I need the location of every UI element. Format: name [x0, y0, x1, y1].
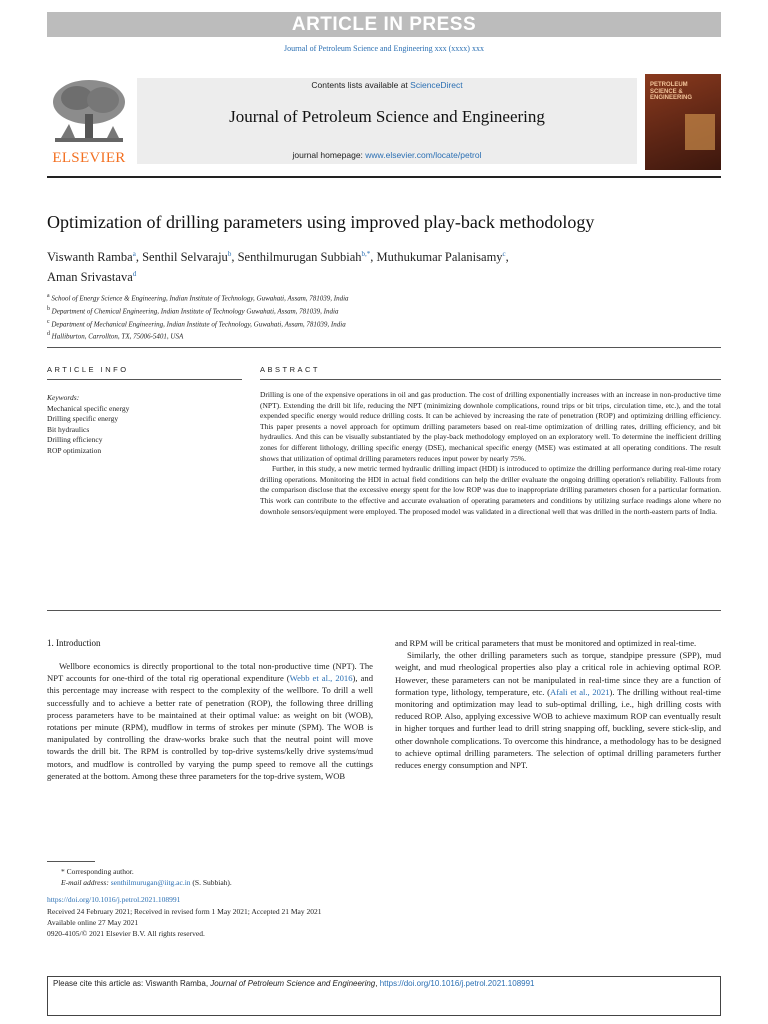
contents-availability [137, 80, 637, 90]
citation-link[interactable]: Webb et al., 2016 [289, 673, 353, 684]
author-name: Senthil Selvaraju [142, 250, 228, 265]
article-in-press-banner: ARTICLE IN PRESS [47, 12, 721, 37]
affiliation [47, 329, 667, 342]
affiliation-text: Halliburton, Carrollton, TX, 75006-5401, USA [51, 332, 184, 341]
author[interactable] [47, 270, 136, 284]
running-head[interactable]: Journal of Petroleum Science and Engineering xxx (xxxx) xxx [284, 44, 484, 53]
footnote-rule [47, 861, 95, 862]
abstract-body [260, 390, 721, 517]
article-title: Optimization of drilling parameters using improved play-back methodology [47, 212, 595, 232]
elsevier-wordmark: ELSEVIER [52, 150, 126, 166]
keywords-block [47, 393, 237, 456]
tree-icon [47, 74, 131, 150]
author[interactable] [47, 250, 136, 264]
affiliation [47, 291, 667, 304]
affiliation-mark: b [47, 305, 50, 312]
masthead-rule [47, 176, 721, 178]
homepage-link[interactable]: www.elsevier.com/locate/petrol [365, 150, 482, 160]
author-separator: , [231, 250, 238, 265]
cover-graphic [685, 114, 715, 150]
author[interactable] [142, 250, 231, 264]
affiliation-list [47, 291, 667, 342]
abstract-rule [260, 379, 721, 380]
email-link[interactable]: senthilmurugan@iitg.ac.in [110, 878, 191, 888]
journal-title: Journal of Petroleum Science and Engineering [229, 107, 545, 126]
author-name: Aman Srivastava [47, 270, 133, 285]
contents-prefix: Contents lists available at [311, 80, 411, 90]
affiliation-text: Department of Chemical Engineering, Indian Institute of Technology Guwahati, Assam, 781039, India [51, 307, 339, 316]
body-text: ), and this percentage may increase with respect to the complexity of the wellbore. To drill a well successfully and to achieve a better rate of penetration (ROP), the following three drilling process parameters have to be maintained at their optimal value: as weight on bit (WOB), rotations per minute (RPM), mudflow in terms of strokes per minute (SPM). The WOB is manipulated by controlling the draw-works brake such that the neutral point will move towards the drill bit. The RPM is controlled by top-drive systems/kelly drive systems/mud motors, and mudflow is controlled by varying the pump speed to remove all the cuttings generated at the bottom. Among these three parameters for the top-drive system, WOB [47, 673, 373, 781]
doi-link[interactable]: https://doi.org/10.1016/j.petrol.2021.108991 [47, 895, 181, 905]
journal-cover-thumbnail[interactable] [645, 74, 721, 170]
author-separator: , [135, 250, 143, 265]
author[interactable] [238, 250, 371, 264]
corresponding-author-note: * Corresponding author. [61, 867, 134, 876]
body-text: ). The drilling without real-time monitoring and optimization may lead to sub-optimal drilling, i.e., high drilling costs with reduced ROP. Also, applying excessive WOB to achieve maximum ROP can eventually result in higher torques and further lead to drill string snapping off, buckling, severe stick-slip, and other downhole complications. To overcome this hindrance, a methodology has to be designed to achieve optimal drilling parameters. The selection of optimal drilling parameters further reduces energy consumption and NPT. [395, 686, 721, 771]
affiliation [47, 317, 667, 330]
affiliation-rule [47, 347, 721, 348]
abstract-paragraph: Drilling is one of the expensive operations in oil and gas production. The cost of drilling exponentially increases with an increase in non-productive time (NPT). Extending the drill bit life, reducing the NPT (minimizing downhole complications, round trips or bit trips, circulation time, etc.), and the total expended specific energy would reduce drilling costs. It can be achieved by increasing the rate of penetration (ROP) and optimizing drilling efficiency. This paper presents a novel approach for optimum drilling parameters based on real-time optimization of drilling rates, drilling efficiency, and bit hydraulics. And this can be visually substantiated by the play-back methodology employed on an exploratory well. To determine the inefficient drilling zones for different lithology, drilling specific energy (DSE), mechanical specific energy (MSE) was estimated at all operating conditions. The result shows that utilization of optimal drilling parameters reduces input power by nearly 75%. [260, 390, 721, 463]
body-paragraph: and RPM will be critical parameters that must be monitored and optimized in real-time. [395, 638, 697, 648]
available-online: Available online 27 May 2021 [47, 917, 139, 927]
article-info-label: ARTICLE INFO [47, 365, 129, 374]
abstract-end-rule [47, 610, 721, 611]
cite-prefix: Please cite this article as: Viswanth Ramba, [53, 979, 211, 988]
affiliation-mark: a [47, 293, 50, 299]
body-paragraph [395, 649, 721, 771]
cover-title: PETROLEUM SCIENCE & ENGINEERING [650, 82, 693, 101]
journal-homepage [137, 150, 637, 160]
author-name: Muthukumar Palanisamy [376, 250, 503, 265]
keyword: Bit hydraulics [47, 424, 90, 434]
abstract-paragraph: Further, in this study, a new metric termed hydraulic drilling impact (HDI) is introduced to optimize the drilling performance during real-time rotary drilling operations. Monitoring the HDI in actual field conditions can help the driller evaluate the ongoing drilling operation's reliability. Fallouts from the comparison disclose that the excessive energy spent for the low ROP was due to inappropriate drilling parameters chosen for a particular formation. This work can contribute to the effective and accurate evaluation of operating parameters and conditions by utilizing surface readings alone where no downhole sensors/equipment were employed. The proposed model was validated in a directional well that was drilled in the north-eastern parts of India. [260, 464, 721, 516]
elsevier-logo[interactable] [47, 74, 131, 170]
author-affil-mark[interactable]: b [227, 250, 232, 258]
right-column-text [395, 637, 721, 771]
email-label: E-mail address: [61, 878, 109, 888]
body-text: Similarly, the other drilling parameters such as torque, standpipe pressure (SPP), mud weight, and mud rheological properties also play a critical role in achieving optimal ROP. However, these parameters can not be manipulated in real-time since they are a function of formation type, lithology, temperature, etc. ( [395, 650, 721, 697]
journal-masthead [47, 74, 721, 170]
keyword: Mechanical specific energy [47, 403, 130, 413]
body-text: Wellbore economics is directly proportional to the total non-productive time (NPT). The NPT accounts for one-third of the total rig operational expenditure ( [47, 661, 373, 684]
author-affil-mark[interactable]: c [502, 250, 506, 258]
received-dates: Received 24 February 2021; Received in revised form 1 May 2021; Accepted 21 May 2021 [47, 906, 322, 916]
email-note [47, 877, 547, 888]
left-column-text [47, 660, 373, 782]
author-affil-mark[interactable]: b,* [361, 250, 371, 258]
author-separator: , [505, 250, 509, 265]
author-name: Viswanth Ramba [47, 250, 133, 265]
footnotes [47, 866, 547, 939]
affiliation-mark: d [47, 331, 50, 338]
affiliation-text: School of Energy Science & Engineering, Indian Institute of Technology, Guwahati, Assam, 781039, India [51, 294, 349, 303]
sciencedirect-link[interactable]: ScienceDirect [410, 80, 463, 90]
citation-link[interactable]: Afali et al., 2021 [550, 686, 610, 697]
cite-separator: , [375, 979, 380, 988]
cite-journal: Journal of Petroleum Science and Engineering [210, 979, 376, 988]
body-paragraph [47, 660, 373, 782]
keyword: ROP optimization [47, 445, 102, 455]
copyright-line: 0920-4105/© 2021 Elsevier B.V. All rights reserved. [47, 929, 205, 939]
affiliation-text: Department of Mechanical Engineering, Indian Institute of Technology, Guwahati, Assam, 781039, India [51, 319, 346, 328]
keywords-heading: Keywords: [47, 393, 80, 402]
author-list [47, 246, 667, 286]
author-name: Senthilmurugan Subbiah [237, 250, 362, 265]
keyword: Drilling specific energy [47, 414, 119, 423]
author-affil-mark[interactable]: a [132, 250, 136, 258]
cite-doi-link[interactable]: https://doi.org/10.1016/j.petrol.2021.108991 [379, 979, 535, 988]
homepage-prefix: journal homepage: [292, 150, 366, 160]
abstract-label: ABSTRACT [260, 365, 321, 374]
affiliation-mark: c [47, 318, 50, 325]
author-separator: , [370, 250, 377, 265]
article-info-rule [47, 379, 242, 380]
section-heading-introduction: 1. Introduction [47, 638, 101, 648]
citation-box [47, 976, 721, 1016]
affiliation [47, 304, 667, 317]
keyword: Drilling efficiency [47, 435, 103, 444]
email-suffix: (S. Subbiah). [190, 878, 232, 888]
author-affil-mark[interactable]: d [132, 270, 137, 279]
author[interactable] [377, 250, 506, 264]
